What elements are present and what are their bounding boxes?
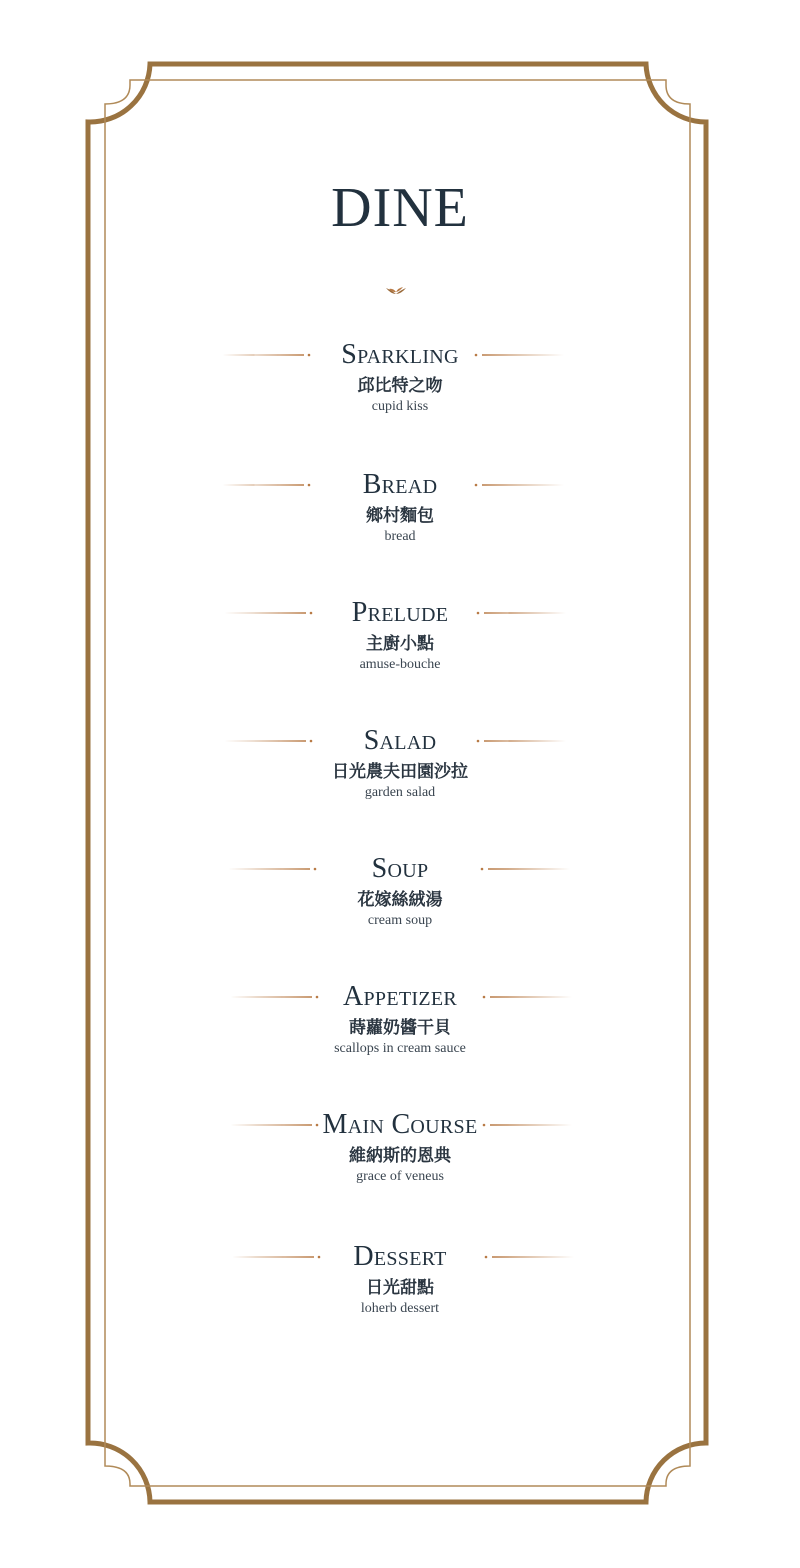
divider-left <box>228 866 320 872</box>
course-dish-english: grace of veneus <box>356 1169 444 1184</box>
course-dish-english: garden salad <box>364 785 436 800</box>
divider-right <box>472 352 564 358</box>
course-item <box>0 1240 800 1340</box>
course-heading <box>0 596 800 630</box>
course-name: Prelude <box>351 597 449 628</box>
course-dish-english: cupid kiss <box>371 399 429 414</box>
course-heading <box>0 1108 800 1142</box>
course-dish-chinese: 鄉村麵包 <box>366 506 434 526</box>
course-dish-chinese: 日光甜點 <box>366 1278 434 1298</box>
divider-left <box>224 610 316 616</box>
divider-left <box>222 352 314 358</box>
divider-left <box>232 1254 324 1260</box>
menu-title: DINE <box>331 177 469 239</box>
divider-right <box>474 738 566 744</box>
course-heading <box>0 724 800 758</box>
course-item <box>0 596 800 696</box>
course-item <box>0 1108 800 1208</box>
divider-right <box>482 1254 574 1260</box>
divider-right <box>474 610 566 616</box>
course-dish-chinese: 蒔蘿奶醬干貝 <box>349 1018 451 1038</box>
course-heading <box>0 468 800 502</box>
course-name: Main Course <box>322 1109 478 1140</box>
course-name: Soup <box>371 853 429 884</box>
course-dish-english: scallops in cream sauce <box>334 1041 466 1056</box>
course-dish-english: cream soup <box>367 913 433 928</box>
course-dish-english: loherb dessert <box>360 1301 440 1316</box>
course-heading <box>0 980 800 1014</box>
course-name: Bread <box>362 469 438 500</box>
course-dish-chinese: 花嫁絲絨湯 <box>357 890 443 910</box>
course-name: Dessert <box>353 1241 447 1272</box>
divider-right <box>478 866 570 872</box>
divider-left <box>224 738 316 744</box>
course-dish-chinese: 日光農夫田園沙拉 <box>332 762 468 782</box>
course-item <box>0 468 800 568</box>
divider-right <box>480 994 572 1000</box>
leaf-icon <box>385 282 407 300</box>
course-name: Sparkling <box>341 339 459 370</box>
course-dish-english: bread <box>384 529 416 544</box>
course-dish-english: amuse-bouche <box>359 657 441 672</box>
course-name: Appetizer <box>342 981 458 1012</box>
course-item <box>0 724 800 824</box>
course-item <box>0 852 800 952</box>
divider-left <box>230 994 322 1000</box>
divider-right <box>472 482 564 488</box>
divider-right <box>480 1122 572 1128</box>
course-heading <box>0 1240 800 1274</box>
course-dish-chinese: 邱比特之吻 <box>357 376 443 396</box>
divider-left <box>222 482 314 488</box>
course-heading <box>0 852 800 886</box>
divider-left <box>230 1122 322 1128</box>
course-name: Salad <box>363 725 437 756</box>
course-item <box>0 338 800 438</box>
course-dish-chinese: 維納斯的恩典 <box>349 1146 451 1166</box>
course-dish-chinese: 主廚小點 <box>366 634 434 654</box>
course-heading <box>0 338 800 372</box>
course-item <box>0 980 800 1080</box>
